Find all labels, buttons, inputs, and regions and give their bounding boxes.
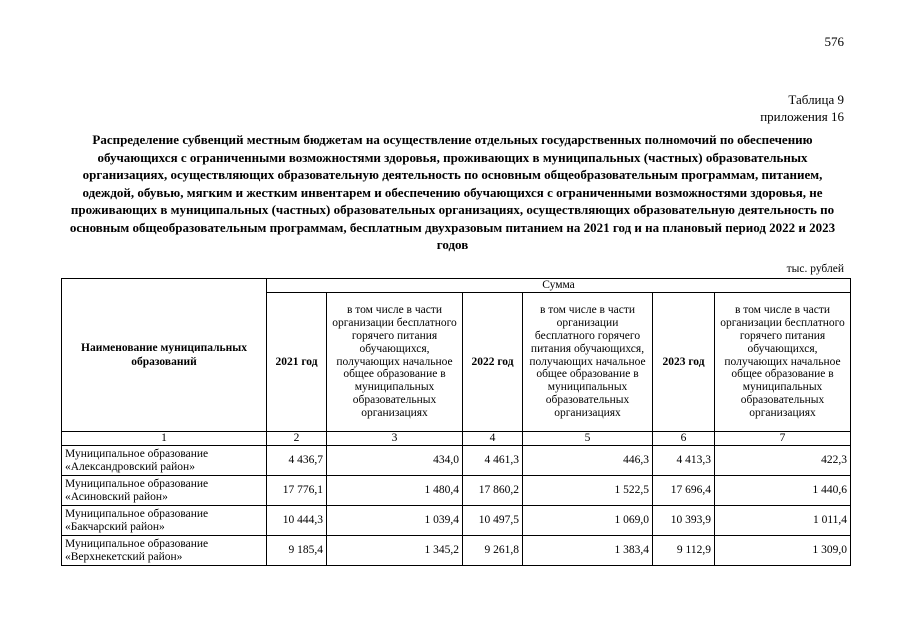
- column-number: 1: [62, 432, 267, 446]
- amount-2021-incl: 434,0: [327, 446, 463, 476]
- appendix-reference: [760, 91, 844, 125]
- amount-2022: 4 461,3: [463, 446, 523, 476]
- amount-2023: 10 393,9: [653, 506, 715, 536]
- amount-2023-incl: 1 011,4: [715, 506, 851, 536]
- amount-2022: 9 261,8: [463, 536, 523, 566]
- column-number: 3: [327, 432, 463, 446]
- municipality-name: Муниципальное образование «Александровский район»: [62, 446, 267, 476]
- amount-2023-incl: 1 309,0: [715, 536, 851, 566]
- amount-2021: 4 436,7: [267, 446, 327, 476]
- column-number: 7: [715, 432, 851, 446]
- municipality-name: Муниципальное образование «Асиновский район»: [62, 476, 267, 506]
- page-number: 576: [824, 34, 844, 49]
- header-2022: 2022 год: [463, 293, 523, 432]
- municipality-name: Муниципальное образование «Бакчарский район»: [62, 506, 267, 536]
- amount-2022-incl: 1 522,5: [523, 476, 653, 506]
- column-number-row: [62, 432, 851, 446]
- header-2023-incl: в том числе в части организации бесплатного горячего питания обучающихся, получающих начальное общее образование в муниципальных образовательных организациях: [715, 293, 851, 432]
- amount-2021-incl: 1 480,4: [327, 476, 463, 506]
- amount-2021: 10 444,3: [267, 506, 327, 536]
- amount-2023-incl: 422,3: [715, 446, 851, 476]
- header-2021-incl: в том числе в части организации бесплатного горячего питания обучающихся, получающих начальное общее образование в муниципальных образовательных организациях: [327, 293, 463, 432]
- header-2023: 2023 год: [653, 293, 715, 432]
- amount-2021: 9 185,4: [267, 536, 327, 566]
- column-number: 6: [653, 432, 715, 446]
- amount-2023: 4 413,3: [653, 446, 715, 476]
- municipality-name: Муниципальное образование «Верхнекетский район»: [62, 536, 267, 566]
- table-label: Таблица 9: [788, 92, 844, 107]
- table-row: [62, 446, 851, 476]
- amount-2021-incl: 1 039,4: [327, 506, 463, 536]
- amount-2022: 10 497,5: [463, 506, 523, 536]
- amount-2022-incl: 1 069,0: [523, 506, 653, 536]
- column-number: 4: [463, 432, 523, 446]
- amount-2021: 17 776,1: [267, 476, 327, 506]
- amount-2022-incl: 446,3: [523, 446, 653, 476]
- appendix-label: приложения 16: [760, 109, 844, 124]
- amount-2021-incl: 1 345,2: [327, 536, 463, 566]
- column-number: 2: [267, 432, 327, 446]
- amount-2022: 17 860,2: [463, 476, 523, 506]
- header-sum: Сумма: [267, 279, 851, 293]
- table-row: [62, 476, 851, 506]
- amount-2023-incl: 1 440,6: [715, 476, 851, 506]
- table-row: [62, 506, 851, 536]
- units-label: тыс. рублей: [786, 263, 844, 275]
- amount-2023: 9 112,9: [653, 536, 715, 566]
- amount-2023: 17 696,4: [653, 476, 715, 506]
- header-2022-incl: в том числе в части организации бесплатного горячего питания обучающихся, получающих начальное общее образование в муниципальных образовательных организациях: [523, 293, 653, 432]
- document-title: Распределение субвенций местным бюджетам на осуществление отдельных государственных полномочий по обеспечению обучающихся с ограниченными возможностями здоровья, проживающих в муниципальных (частных) образовательных организациях, осуществляющих образовательную деятельность по основным общеобразовательным программам, питанием, одеждой, обувью, мягким и жестким инвентарем и обеспечению обучающихся с ограниченными возможностями здоровья, не проживающих в муниципальных (частных) образовательных организациях, осуществляющих образовательную деятельность по основным общеобразовательным программам, бесплатным двухразовым питанием на 2021 год и на плановый период 2022 и 2023 годов: [69, 132, 836, 252]
- header-row-sum: [62, 279, 851, 293]
- subsidy-table: [61, 278, 851, 566]
- table-row: [62, 536, 851, 566]
- header-municipality: Наименование муниципальных образований: [62, 279, 267, 432]
- column-number: 5: [523, 432, 653, 446]
- header-2021: 2021 год: [267, 293, 327, 432]
- amount-2022-incl: 1 383,4: [523, 536, 653, 566]
